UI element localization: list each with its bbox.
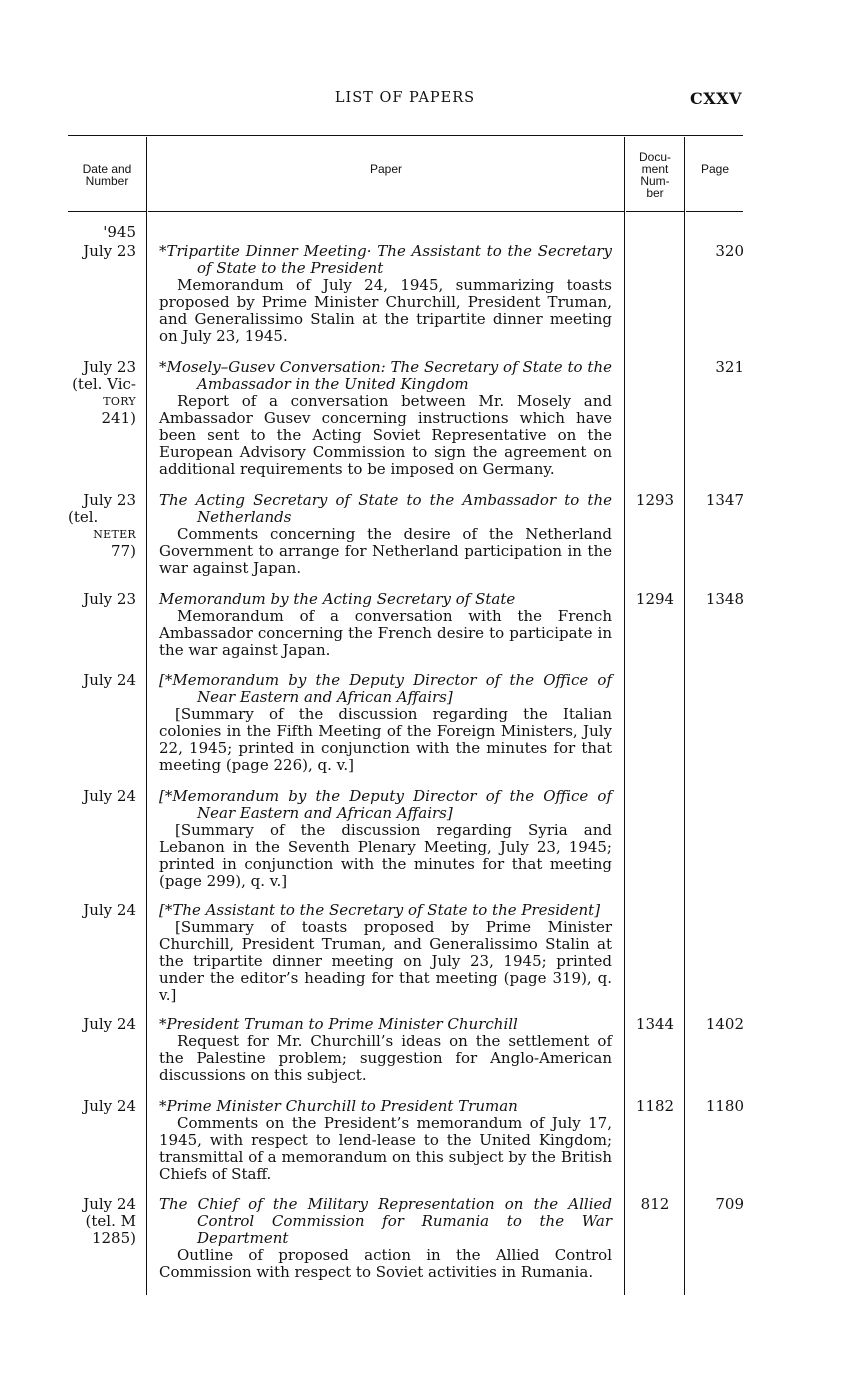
entry-paper: [159, 492, 612, 577]
entry-paper: [159, 788, 612, 890]
entry-date: [60, 492, 136, 560]
column-header-date-line: Date and: [82, 162, 132, 176]
paper-summary: Comments concerning the desire of the Netherland Government to arrange for Netherland participation in the war against Japan.: [159, 525, 612, 577]
document-number: 1293: [635, 491, 675, 509]
date-line: (tel. M: [85, 1212, 136, 1230]
entry-date: [60, 1016, 136, 1033]
header-rule-page: [686, 211, 743, 212]
paper-title: *Mosely–Gusev Conversation: The Secretary of State to the Ambassador in the United Kingdom: [159, 358, 612, 393]
paper-summary: Outline of proposed action in the Allied Control Commission with respect to Soviet activities in Rumania.: [159, 1246, 612, 1281]
date-line: July 23: [83, 491, 136, 509]
paper-title: The Chief of the Military Representation on the Allied Control Commission for Rumania to the War Department: [159, 1195, 612, 1247]
page-number: 709: [715, 1195, 744, 1213]
date-line: July 24: [83, 787, 136, 805]
document-number: 1344: [635, 1015, 675, 1033]
column-header-document-line: ber: [646, 186, 664, 200]
entry-date: [60, 591, 136, 608]
column-header-date-line: Number: [85, 174, 129, 188]
column-header-page-label: Page: [700, 162, 730, 176]
date-line: (tel.: [68, 508, 99, 526]
entry-paper: [159, 1098, 612, 1183]
year-label: '945: [103, 223, 136, 241]
page-number: 321: [715, 358, 744, 376]
date-line: July 24: [83, 1195, 136, 1213]
column-header-document: [626, 151, 684, 199]
header-rule-paper: [148, 211, 624, 212]
date-line: July 24: [83, 1097, 136, 1115]
entry-paper: [159, 672, 612, 774]
paper-summary: [Summary of the discussion regarding the Italian colonies in the Fifth Meeting of the Foreign Ministers, July 22, 1945; printed in conjunction with the minutes for that meeting (page 226), q. v.]: [159, 705, 612, 774]
column-divider-date: [146, 137, 147, 1295]
column-header-document-line: Docu-: [638, 150, 671, 164]
date-line: July 23: [83, 242, 136, 260]
entry-paper: [159, 243, 612, 345]
running-head: [68, 90, 742, 110]
column-header-document-line: Num-: [640, 174, 670, 188]
header-rule-date: [68, 211, 146, 212]
entry-paper: [159, 1196, 612, 1281]
document-number: 1182: [635, 1097, 675, 1115]
column-header-date: [70, 163, 144, 187]
date-line: 241): [101, 409, 136, 427]
paper-title: [*Memorandum by the Deputy Director of the Office of Near Eastern and African Affairs]: [159, 671, 612, 706]
entry-date: [60, 243, 136, 260]
page-number: 1347: [705, 491, 744, 509]
date-line: July 23: [83, 358, 136, 376]
entry-paper: [159, 359, 612, 478]
date-line: July 24: [83, 671, 136, 689]
document-number: 812: [640, 1195, 670, 1213]
running-title: LIST OF PAPERS: [334, 90, 476, 106]
paper-summary: [Summary of toasts proposed by Prime Minister Churchill, President Truman, and Generalissimo Stalin at the tripartite dinner meeting on July 23, 1945; printed under the editor’s heading for that meeting (page 319), q. v.]: [159, 918, 612, 1004]
entry-date: [60, 359, 136, 427]
date-line: 77): [111, 542, 136, 560]
entry-date: [60, 788, 136, 805]
page-number: 1348: [705, 590, 744, 608]
page-number: 1180: [705, 1097, 744, 1115]
header-rule-doc: [626, 211, 684, 212]
entry-paper: [159, 1016, 612, 1084]
column-divider-doc: [684, 137, 685, 1295]
paper-title: *Prime Minister Churchill to President Truman: [159, 1097, 518, 1115]
entry-date: [60, 672, 136, 689]
entry-paper: [159, 902, 612, 1004]
paper-summary: [Summary of the discussion regarding Syria and Lebanon in the Seventh Plenary Meeting, July 23, 1945; printed in conjunction with the minutes for that meeting (page 299), q. v.]: [159, 821, 612, 890]
date-line: 1285): [91, 1229, 136, 1247]
paper-summary: Request for Mr. Churchill’s ideas on the settlement of the Palestine problem; suggestion for Anglo-American discussions on this subject.: [159, 1032, 612, 1084]
date-line: NETER: [93, 528, 136, 541]
date-line: TORY: [103, 395, 136, 408]
page-number: 1402: [705, 1015, 744, 1033]
paper-title: [*The Assistant to the Secretary of State to the President]: [159, 901, 601, 919]
page-folio: CXXV: [690, 89, 742, 108]
entry-date: [60, 1098, 136, 1115]
column-divider-paper: [624, 137, 625, 1295]
column-header-paper-label: Paper: [369, 162, 403, 176]
entry-date: [60, 1196, 136, 1247]
paper-title: Memorandum by the Acting Secretary of State: [159, 590, 516, 608]
paper-summary: Memorandum of July 24, 1945, summarizing toasts proposed by Prime Minister Churchill, President Truman, and Generalissimo Stalin at the tripartite dinner meeting on July 23, 1945.: [159, 276, 612, 345]
column-header-paper: [148, 163, 624, 175]
paper-title: *Tripartite Dinner Meeting· The Assistant to the Secretary of State to the President: [159, 242, 612, 277]
column-header-document-line: ment: [641, 162, 669, 176]
entry-paper: [159, 591, 612, 659]
column-header-page: [686, 163, 744, 175]
table-top-rule: [68, 135, 743, 136]
paper-title: The Acting Secretary of State to the Ambassador to the Netherlands: [159, 491, 612, 526]
date-line: July 24: [83, 1015, 136, 1033]
paper-summary: Report of a conversation between Mr. Mosely and Ambassador Gusev concerning instructions which have been sent to the Acting Soviet Representative on the European Advisory Commission to sign the agreement on additional requirements to be imposed on Germany.: [159, 392, 612, 478]
paper-summary: Comments on the President’s memorandum of July 17, 1945, with respect to lend-lease to the United Kingdom; transmittal of a memorandum on this subject by the British Chiefs of Staff.: [159, 1114, 612, 1183]
page-number: 320: [715, 242, 744, 260]
document-number: 1294: [635, 590, 675, 608]
paper-title: [*Memorandum by the Deputy Director of the Office of Near Eastern and African Affairs]: [159, 787, 612, 822]
paper-title: *President Truman to Prime Minister Churchill: [159, 1015, 518, 1033]
entry-date: [60, 902, 136, 919]
date-line: July 23: [83, 590, 136, 608]
paper-summary: Memorandum of a conversation with the French Ambassador concerning the French desire to participate in the war against Japan.: [159, 607, 612, 659]
date-line: (tel. Vic-: [72, 375, 136, 393]
date-line: July 24: [83, 901, 136, 919]
